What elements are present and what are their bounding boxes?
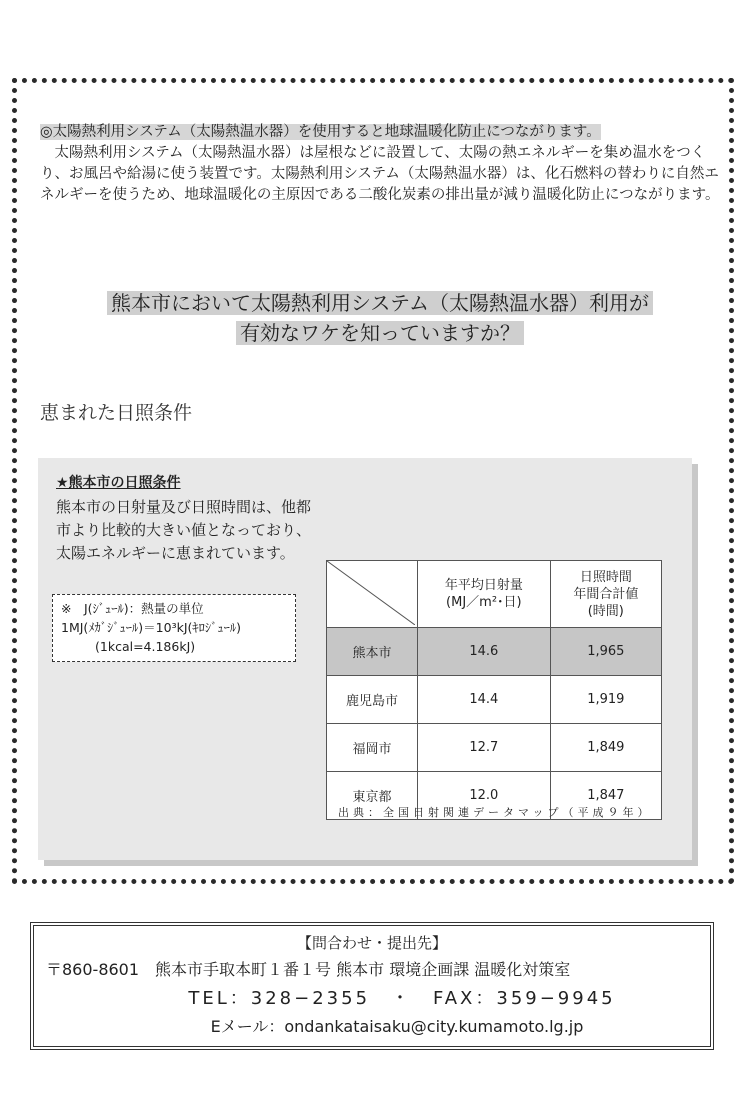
radiation-cell: 14.4 <box>418 676 551 724</box>
contact-title: 【問合わせ・提出先】 <box>296 934 447 952</box>
panel-title: ★熊本市の日照条件 <box>56 475 181 491</box>
section-title: 恵まれた日照条件 <box>40 402 193 424</box>
header-sunshine: 日照時間 年間合計値 (時間) <box>550 561 661 628</box>
sunshine-cell: 1,919 <box>550 676 661 724</box>
table-corner-cell <box>327 561 418 628</box>
contact-tel-fax: TEL：328−2355 ・ FAX：359−9945 <box>188 988 616 1009</box>
contact-box <box>30 922 714 1050</box>
question-line-2: 有効なワケを知っていますか？ <box>236 321 524 345</box>
sunshine-table <box>326 560 662 820</box>
contact-address: 〒860-8601 熊本市手取本町１番１号 熊本市 環境企画課 温暖化対策室 <box>46 960 571 979</box>
sunshine-cell: 1,965 <box>550 628 661 676</box>
unit-note <box>52 594 296 662</box>
sunshine-cell: 1,849 <box>550 724 661 772</box>
diagonal-line <box>327 561 415 625</box>
city-cell: 東京都 <box>327 772 418 820</box>
sunshine-panel <box>38 458 692 860</box>
radiation-cell: 12.0 <box>418 772 551 820</box>
sunshine-cell: 1,847 <box>550 772 661 820</box>
header-radiation: 年平均日射量 (MJ／m²･日) <box>418 561 551 628</box>
intro-text <box>40 122 730 206</box>
note-line-1: ※ J(ｼﾞｭｰﾙ)：熱量の単位 <box>61 601 204 616</box>
city-cell: 熊本市 <box>327 628 418 676</box>
table-row <box>327 724 662 772</box>
intro-body: 太陽熱利用システム（太陽熱温水器）は屋根などに設置して、太陽の熱エネルギーを集め温水をつくり、お風呂や給湯に使う装置です。太陽熱利用システム（太陽熱温水器）は、化石燃料の替わりに自然エネルギーを使うため、地球温暖化の主原因である二酸化炭素の排出量が減り温暖化防止につながります。 <box>40 145 720 203</box>
city-cell: 鹿児島市 <box>327 676 418 724</box>
radiation-cell: 14.6 <box>418 628 551 676</box>
table-row <box>327 628 662 676</box>
table-header-row <box>327 561 662 628</box>
note-line-2: 1MJ(ﾒｶﾞｼﾞｭｰﾙ)＝10³kJ(ｷﾛｼﾞｭｰﾙ) <box>61 620 242 635</box>
panel-description: 熊本市の日射量及び日照時間は、他都市より比較的大きい値となっており、太陽エネルギーに恵まれています。 <box>56 498 312 562</box>
radiation-cell: 12.7 <box>418 724 551 772</box>
table-row <box>327 676 662 724</box>
contact-email[interactable]: Eメール：ondankataisaku@city.kumamoto.lg.jp <box>210 1017 584 1036</box>
intro-lead: ◎太陽熱利用システム（太陽熱温水器）を使用すると地球温暖化防止につながります。 <box>40 124 601 140</box>
question-line-1: 熊本市において太陽熱利用システム（太陽熱温水器）利用が <box>107 291 653 315</box>
city-cell: 福岡市 <box>327 724 418 772</box>
question-heading <box>60 288 700 348</box>
source-note: 出典：全国日射関連データマップ（平成９年） <box>338 806 653 819</box>
note-line-3: (1kcal=4.186kJ) <box>95 639 196 654</box>
